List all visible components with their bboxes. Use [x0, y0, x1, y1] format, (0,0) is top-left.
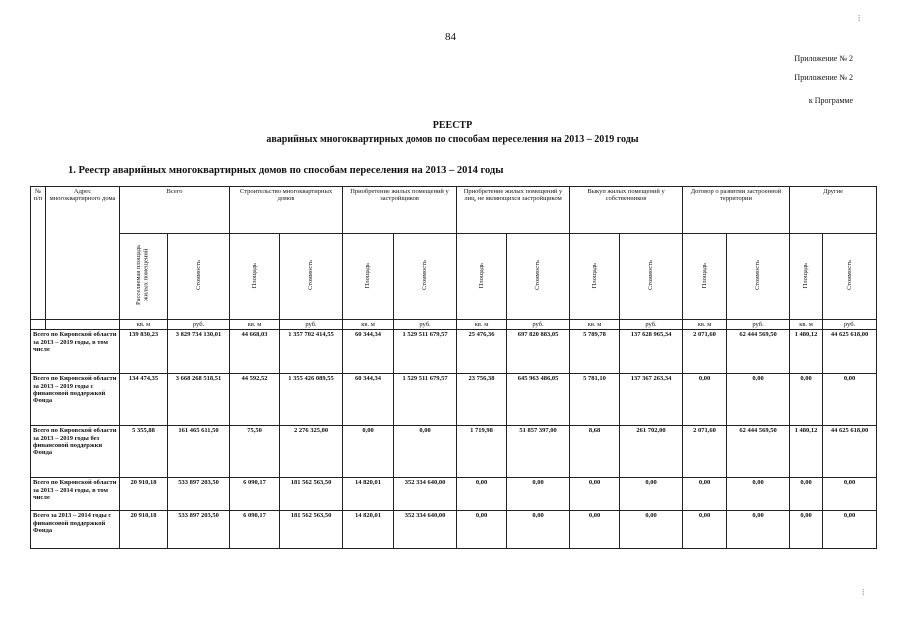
subheader-cost [168, 234, 230, 320]
row-value-cell: 60 344,34 [343, 330, 394, 374]
scan-mark: ⁞ [858, 14, 861, 23]
row-value-cell: 2 071,60 [683, 426, 727, 478]
row-value-cell: 6 090,17 [230, 478, 280, 511]
row-value-cell: 1 529 511 679,57 [394, 330, 457, 374]
header-sub-row [31, 234, 877, 320]
unit-cost: руб. [727, 320, 790, 330]
row-value-cell: 1 357 702 414,55 [280, 330, 343, 374]
row-value-cell: 181 562 563,50 [280, 511, 343, 549]
unit-cell [46, 320, 120, 330]
subheader-cost [507, 234, 570, 320]
row-value-cell: 1 480,12 [790, 426, 823, 478]
subheader-label: Стоимость [647, 260, 655, 291]
row-value-cell: 5 355,88 [120, 426, 168, 478]
row-value-cell: 0,00 [823, 511, 877, 549]
table-body [31, 330, 877, 549]
row-value-cell: 20 910,18 [120, 478, 168, 511]
unit-area: кв. м [790, 320, 823, 330]
subheader-cost [280, 234, 343, 320]
col-number-header: № п/п [31, 187, 46, 320]
row-value-cell: 697 820 883,05 [507, 330, 570, 374]
row-value-cell: 1 719,98 [457, 426, 507, 478]
unit-cell [31, 320, 46, 330]
unit-cost: руб. [168, 320, 230, 330]
units-row [31, 320, 877, 330]
row-value-cell: 0,00 [457, 511, 507, 549]
row-value-cell: 14 820,01 [343, 478, 394, 511]
unit-cost: руб. [823, 320, 877, 330]
unit-cost: руб. [280, 320, 343, 330]
row-value-cell: 25 476,36 [457, 330, 507, 374]
subheader-label: Расселяемая площадь жилых помещений [134, 245, 149, 306]
unit-area: кв. м [343, 320, 394, 330]
row-value-cell: 0,00 [683, 511, 727, 549]
row-value-cell: 5 781,10 [570, 374, 620, 426]
subheader-area [683, 234, 727, 320]
subheader-label: Стоимость [534, 260, 542, 291]
group-header-total: Всего [120, 187, 230, 234]
col-address-header: Адрес многоквартирного дома [46, 187, 120, 320]
subheader-cost [394, 234, 457, 320]
row-value-cell: 352 334 640,00 [394, 511, 457, 549]
row-label: Всего по Кировской области за 2013 – 2019 годы без финансовой поддержки Фонда [31, 426, 120, 478]
unit-cost: руб. [620, 320, 683, 330]
subheader-label: Площадь [802, 262, 810, 289]
row-value-cell: 0,00 [683, 374, 727, 426]
subheader-label: Стоимость [754, 260, 762, 291]
row-value-cell: 0,00 [727, 478, 790, 511]
row-value-cell: 533 897 203,50 [168, 511, 230, 549]
row-value-cell: 139 830,23 [120, 330, 168, 374]
appendix-line-2: Приложение № 2 [794, 73, 853, 82]
row-value-cell: 0,00 [727, 511, 790, 549]
row-value-cell: 161 465 611,50 [168, 426, 230, 478]
subheader-area [790, 234, 823, 320]
subheader-area [570, 234, 620, 320]
row-value-cell: 62 444 569,50 [727, 426, 790, 478]
row-value-cell: 0,00 [507, 478, 570, 511]
row-value-cell: 44 592,52 [230, 374, 280, 426]
row-value-cell: 137 367 263,34 [620, 374, 683, 426]
row-value-cell: 0,00 [457, 478, 507, 511]
row-value-cell: 0,00 [394, 426, 457, 478]
row-label: Всего по Кировской области за 2013 – 2019 годы, в том числе [31, 330, 120, 374]
subheader-label: Стоимость [845, 260, 853, 291]
row-value-cell: 1 480,12 [790, 330, 823, 374]
group-header-development-agreement: Договор о развитии застроенной территории [683, 187, 790, 234]
row-value-cell: 44 625 618,00 [823, 426, 877, 478]
table-row [31, 511, 877, 549]
row-value-cell: 6 090,17 [230, 511, 280, 549]
subheader-area [343, 234, 394, 320]
subheader-cost [823, 234, 877, 320]
row-value-cell: 0,00 [727, 374, 790, 426]
group-header-developers: Приобретение жилых помещений у застройщиков [343, 187, 457, 234]
row-value-cell: 0,00 [823, 374, 877, 426]
row-value-cell: 0,00 [683, 478, 727, 511]
subheader-label: Стоимость [307, 260, 315, 291]
row-value-cell: 23 756,38 [457, 374, 507, 426]
row-label: Всего по Кировской области за 2013 – 2014 годы, в том числе [31, 478, 120, 511]
group-header-construction: Строительство многоквартирных домов [230, 187, 343, 234]
subheader-label: Площадь [590, 262, 598, 289]
row-value-cell: 2 071,60 [683, 330, 727, 374]
unit-cost: руб. [507, 320, 570, 330]
row-value-cell: 352 334 640,00 [394, 478, 457, 511]
scan-mark: ⁞ [862, 588, 865, 597]
subheader-label: Стоимость [421, 260, 429, 291]
row-value-cell: 0,00 [790, 511, 823, 549]
document-subtitle: аварийных многоквартирных домов по способам переселения на 2013 – 2019 годы [266, 134, 639, 145]
subheader-label: Стоимость [194, 260, 202, 291]
row-value-cell: 0,00 [570, 511, 620, 549]
row-value-cell: 3 668 268 518,51 [168, 374, 230, 426]
subheader-label: Площадь [477, 262, 485, 289]
row-label: Всего за 2013 – 2014 годы с финансовой поддержкой Фонда [31, 511, 120, 549]
subheader-area [457, 234, 507, 320]
row-label: Всего по Кировской области за 2013 – 2019 годы с финансовой поддержкой Фонда [31, 374, 120, 426]
unit-area: кв. м [683, 320, 727, 330]
row-value-cell: 51 857 397,00 [507, 426, 570, 478]
row-value-cell: 0,00 [790, 478, 823, 511]
row-value-cell: 0,00 [343, 426, 394, 478]
row-value-cell: 0,00 [790, 374, 823, 426]
row-value-cell: 134 474,35 [120, 374, 168, 426]
subheader-area [230, 234, 280, 320]
row-value-cell: 0,00 [620, 478, 683, 511]
row-value-cell: 645 963 486,05 [507, 374, 570, 426]
page-number: 84 [445, 31, 456, 43]
row-value-cell: 8,68 [570, 426, 620, 478]
row-value-cell: 181 562 563,50 [280, 478, 343, 511]
row-value-cell: 1 355 426 089,55 [280, 374, 343, 426]
row-value-cell: 261 702,00 [620, 426, 683, 478]
row-value-cell: 44 668,03 [230, 330, 280, 374]
group-header-non-developers: Приобретение жилых помещений у лиц, не являющихся застройщиком [457, 187, 570, 234]
subheader-label: Площадь [700, 262, 708, 289]
subheader-label: Площадь [250, 262, 258, 289]
row-value-cell: 75,50 [230, 426, 280, 478]
appendix-line-3: к Программе [808, 96, 853, 105]
header-group-row [31, 187, 877, 234]
subheader-first-area [120, 234, 168, 320]
appendix-line-1: Приложение № 2 [794, 54, 853, 63]
table-row [31, 426, 877, 478]
group-header-other: Другие [790, 187, 877, 234]
subheader-cost [727, 234, 790, 320]
section-heading: 1. Реестр аварийных многоквартирных домов по способам переселения на 2013 – 2014 годы [68, 165, 504, 176]
row-value-cell: 60 344,34 [343, 374, 394, 426]
table-row [31, 330, 877, 374]
unit-area: кв. м [120, 320, 168, 330]
row-value-cell: 0,00 [570, 478, 620, 511]
row-value-cell: 3 829 734 130,01 [168, 330, 230, 374]
unit-area: кв. м [230, 320, 280, 330]
row-value-cell: 44 625 618,00 [823, 330, 877, 374]
group-header-buyout: Выкуп жилых помещений у собственников [570, 187, 683, 234]
row-value-cell: 2 276 325,00 [280, 426, 343, 478]
row-value-cell: 5 789,78 [570, 330, 620, 374]
row-value-cell: 0,00 [620, 511, 683, 549]
row-value-cell: 0,00 [823, 478, 877, 511]
table-row [31, 374, 877, 426]
subheader-cost [620, 234, 683, 320]
unit-area: кв. м [570, 320, 620, 330]
unit-cost: руб. [394, 320, 457, 330]
registry-table [30, 186, 877, 549]
row-value-cell: 137 628 965,34 [620, 330, 683, 374]
row-value-cell: 533 897 203,50 [168, 478, 230, 511]
unit-area: кв. м [457, 320, 507, 330]
row-value-cell: 1 529 511 679,57 [394, 374, 457, 426]
row-value-cell: 20 910,18 [120, 511, 168, 549]
row-value-cell: 0,00 [507, 511, 570, 549]
subheader-label: Площадь [364, 262, 372, 289]
document-title: РЕЕСТР [432, 120, 473, 131]
row-value-cell: 14 820,01 [343, 511, 394, 549]
table-row [31, 478, 877, 511]
row-value-cell: 62 444 569,50 [727, 330, 790, 374]
